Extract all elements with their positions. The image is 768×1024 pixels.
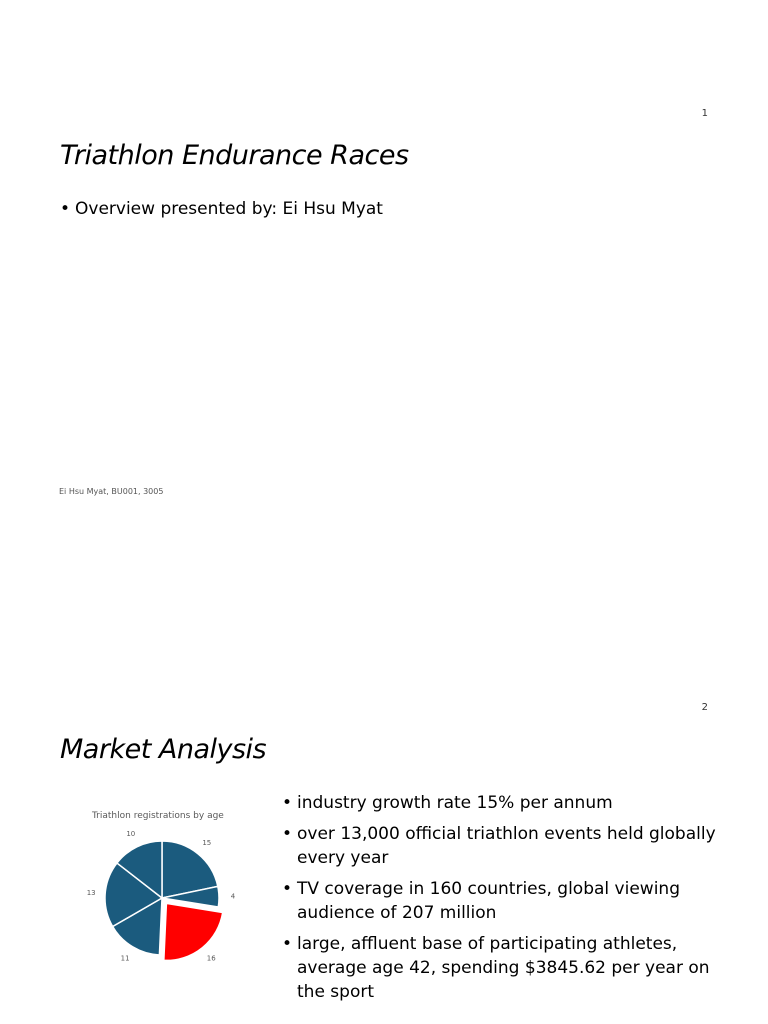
pie-data-label: 13 [86, 889, 96, 898]
pie-data-label: 15 [202, 838, 212, 847]
bullet-list [282, 791, 722, 1004]
slide-footer: Ei Hsu Myat, BU001, 3005 [59, 487, 164, 496]
slide-title: Market Analysis [60, 734, 267, 765]
pie-data-label: 4 [230, 892, 236, 901]
pie-data-label: 16 [206, 954, 216, 963]
pie-chart-plot [80, 828, 250, 968]
chart-title: Triathlon registrations by age [92, 811, 224, 821]
bullet-item: • over 13,000 official triathlon events held globally every year [282, 822, 722, 870]
slide-title: Triathlon Endurance Races [60, 140, 409, 171]
bullet-item: • industry growth rate 15% per annum [282, 791, 722, 815]
bullet-item: • large, affluent base of participating athletes, average age 42, spending $3845.62 per year on the sport [282, 932, 722, 1004]
slide-number: 1 [701, 108, 708, 119]
bullet-item: • Overview presented by: Ei Hsu Myat [60, 199, 383, 219]
slide-2 [0, 596, 768, 1024]
bullet-item: • TV coverage in 160 countries, global viewing audience of 207 million [282, 877, 722, 925]
pie-data-label: 10 [126, 830, 136, 839]
pie-slice [164, 903, 223, 960]
slide-number: 2 [701, 702, 708, 713]
bullet-list [60, 199, 383, 219]
pie-data-label: 11 [120, 954, 130, 963]
